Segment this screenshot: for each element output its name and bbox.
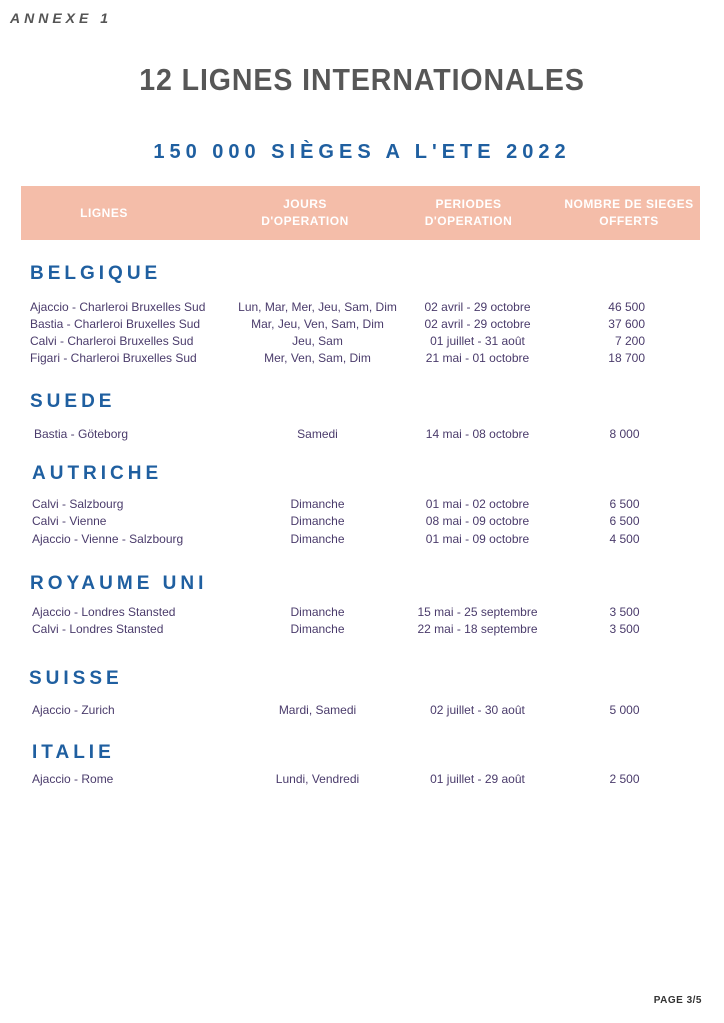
seats-cell: 3 500 [609,605,640,619]
route-cell: Figari - Charleroi Bruxelles Sud [30,351,197,365]
header-lignes: LIGNES [80,205,128,220]
table-row [0,772,724,789]
table-row [0,427,724,444]
table-header [21,186,700,240]
seats-cell: 6 500 [609,514,640,528]
period-cell: 22 mai - 18 septembre [417,622,538,636]
page-number: PAGE 3/5 [653,995,702,1006]
days-cell: Dimanche [290,514,345,528]
route-cell: Ajaccio - Charleroi Bruxelles Sud [30,300,206,314]
period-cell: 01 juillet - 29 août [430,772,525,786]
seats-cell: 3 500 [609,622,640,636]
country-heading-belgique: BELGIQUE [30,263,162,284]
page-subtitle: 150 000 SIÈGES A L'ETE 2022 [153,141,571,163]
country-heading-autriche: AUTRICHE [32,463,163,484]
route-cell: Bastia - Charleroi Bruxelles Sud [30,317,201,331]
table-row [0,300,724,317]
seats-cell: 7 200 [614,334,645,348]
days-cell: Lun, Mar, Mer, Jeu, Sam, Dim [238,300,397,314]
header-jours: JOURS D'OPERATION [261,197,349,228]
table-row [0,351,724,368]
seats-cell: 2 500 [609,772,640,786]
seats-cell: 18 700 [608,351,645,365]
days-cell: Dimanche [290,622,345,636]
country-heading-royaume-uni: ROYAUME UNI [30,573,208,594]
period-cell: 14 mai - 08 octobre [425,427,530,441]
seats-cell: 46 500 [608,300,645,314]
days-cell: Jeu, Sam [292,334,343,348]
route-cell: Calvi - Salzbourg [32,497,124,511]
period-cell: 01 mai - 02 octobre [425,497,530,511]
days-cell: Lundi, Vendredi [275,772,360,786]
seats-cell: 8 000 [609,427,640,441]
seats-cell: 6 500 [609,497,640,511]
days-cell: Mar, Jeu, Ven, Sam, Dim [251,317,384,331]
table-row [0,497,724,514]
table-row [0,703,724,720]
route-cell: Ajaccio - Londres Stansted [32,605,176,619]
days-cell: Dimanche [290,497,345,511]
route-cell: Calvi - Londres Stansted [32,622,164,636]
route-cell: Ajaccio - Rome [32,772,114,786]
period-cell: 21 mai - 01 octobre [425,351,530,365]
country-heading-suede: SUEDE [30,391,116,412]
page-title: 12 LIGNES INTERNATIONALES [139,62,585,97]
days-cell: Dimanche [290,605,345,619]
route-cell: Bastia - Göteborg [34,427,129,441]
route-cell: Ajaccio - Vienne - Salzbourg [32,532,184,546]
period-cell: 02 avril - 29 octobre [424,300,531,314]
period-cell: 02 juillet - 30 août [430,703,525,717]
table-row [0,334,724,351]
days-cell: Mardi, Samedi [278,703,357,717]
days-cell: Mer, Ven, Sam, Dim [264,351,371,365]
period-cell: 15 mai - 25 septembre [417,605,538,619]
country-heading-italie: ITALIE [32,742,115,763]
header-periodes: PERIODES D'OPERATION [424,197,513,228]
period-cell: 01 mai - 09 octobre [425,532,530,546]
table-row [0,605,724,622]
table-row [0,622,724,639]
period-cell: 08 mai - 09 octobre [425,514,530,528]
table-row [0,532,724,549]
days-cell: Dimanche [290,532,345,546]
period-cell: 01 juillet - 31 août [430,334,525,348]
route-cell: Ajaccio - Zurich [32,703,115,717]
header-sieges: NOMBRE DE SIEGES OFFERTS [564,197,694,228]
seats-cell: 37 600 [608,317,645,331]
table-row [0,317,724,334]
table-row [0,514,724,531]
country-heading-suisse: SUISSE [29,668,123,689]
seats-cell: 4 500 [609,532,640,546]
days-cell: Samedi [297,427,338,441]
period-cell: 02 avril - 29 octobre [424,317,531,331]
route-cell: Calvi - Charleroi Bruxelles Sud [30,334,194,348]
route-cell: Calvi - Vienne [32,514,107,528]
annexe-label: ANNEXE 1 [10,10,113,26]
seats-cell: 5 000 [609,703,640,717]
